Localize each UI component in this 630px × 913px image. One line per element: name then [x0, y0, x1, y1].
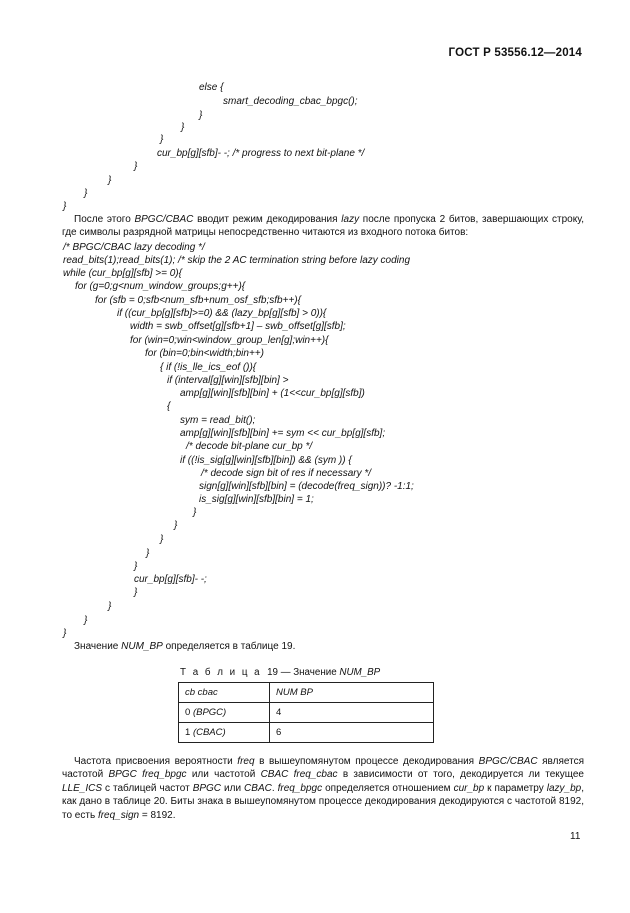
paragraph: Частота присвоения вероятности freq в вышеупомянутом процессе декодирования BPGC/CBAC является частотой BPGC freq_bpgc или частотой CBAC freq_cbac в зависимости от того, декодируется ли текущее LLE_ICS с таблицей частот BPGC или CBAC. freq_bpgc определяется отношением cur_bp к параметру lazy_bp, как дано в таблице 20. Биты знака в вышеупомянутом процессе декодирования декодируются с частотой 8192, то есть freq_sign = 8192. — [62, 756, 584, 821]
code-line: } — [84, 615, 88, 626]
code-line: if (interval[g][win][sfb][bin] > — [167, 375, 289, 386]
code-line: for (bin=0;bin<width;bin++) — [145, 348, 264, 359]
page-number: 11 — [570, 831, 581, 842]
code-line: } — [181, 122, 185, 133]
code-line: else { — [199, 82, 224, 93]
code-line: smart_decoding_cbac_bpgc(); — [223, 96, 358, 107]
code-line: } — [108, 175, 112, 186]
code-line: for (g=0;g<num_window_groups;g++){ — [75, 281, 246, 292]
code-line: } — [146, 548, 150, 559]
table-19 — [178, 682, 434, 743]
code-line: for (win=0;win<window_group_len[g];win++){ — [130, 335, 329, 346]
code-line: sign[g][win][sfb][bin] = (decode(freq_sign))? -1:1; — [199, 481, 414, 492]
code-line: amp[g][win][sfb][bin] += sym << cur_bp[g][sfb]; — [180, 428, 386, 439]
code-line: while (cur_bp[g][sfb] >= 0){ — [63, 268, 182, 279]
code-line: } — [84, 188, 88, 199]
code-line: } — [193, 507, 197, 518]
code-line: sym = read_bit(); — [180, 415, 256, 426]
paragraph: После этого BPGC/CBAC вводит режим декодирования lazy после пропуска 2 битов, завершающих строку, где символы разрядной матрицы непосредственно читаются из входного потока битов: — [62, 214, 585, 239]
code-line: } — [134, 561, 138, 572]
code-line: } — [63, 628, 67, 639]
table-caption: Т а б л и ц а 19 — Значение NUM_BP — [180, 667, 381, 678]
table-row — [179, 723, 434, 743]
table-cell: 4 — [270, 703, 434, 723]
code-line: { — [167, 401, 171, 412]
code-line: } — [108, 601, 112, 612]
code-line: } — [160, 534, 164, 545]
code-line: /* BPGC/CBAC lazy decoding */ — [63, 242, 205, 253]
table-header-cell: cb cbac — [179, 683, 270, 703]
code-line: { if (!is_lle_ics_eof ()){ — [160, 362, 257, 373]
table-cell: 0 (BPGC) — [179, 703, 270, 723]
code-line: } — [199, 110, 203, 121]
code-line: cur_bp[g][sfb]- -; — [134, 574, 207, 585]
code-line: is_sig[g][win][sfb][bin] = 1; — [199, 494, 314, 505]
code-line: cur_bp[g][sfb]- -; /* progress to next bit-plane */ — [157, 148, 365, 159]
code-line: width = swb_offset[g][sfb+1] – swb_offset[g][sfb]; — [130, 321, 346, 332]
table-header-row — [179, 683, 434, 703]
table-cell: 6 — [270, 723, 434, 743]
code-line: } — [63, 201, 67, 212]
document-header: ГОСТ Р 53556.12—2014 — [448, 47, 582, 59]
table-cell: 1 (CBAC) — [179, 723, 270, 743]
code-line: amp[g][win][sfb][bin] + (1<<cur_bp[g][sfb]) — [180, 388, 365, 399]
code-line: } — [174, 520, 178, 531]
code-line: } — [160, 134, 164, 145]
code-line: } — [134, 161, 138, 172]
code-line: /* decode sign bit of res if necessary */ — [201, 468, 372, 479]
table-header-cell: NUM BP — [270, 683, 434, 703]
table-row — [179, 703, 434, 723]
code-line: } — [134, 587, 138, 598]
paragraph: Значение NUM_BP определяется в таблице 19. — [74, 641, 296, 652]
code-line: if ((!is_sig[g][win][sfb][bin]) && (sym )) { — [180, 455, 352, 466]
code-line: if ((cur_bp[g][sfb]>=0) && (lazy_bp[g][sfb] > 0)){ — [117, 308, 327, 319]
code-line: read_bits(1);read_bits(1); /* skip the 2 AC termination string before lazy coding — [63, 255, 411, 266]
code-line: for (sfb = 0;sfb<num_sfb+num_osf_sfb;sfb++){ — [95, 295, 301, 306]
code-line: /* decode bit-plane cur_bp */ — [186, 441, 313, 452]
